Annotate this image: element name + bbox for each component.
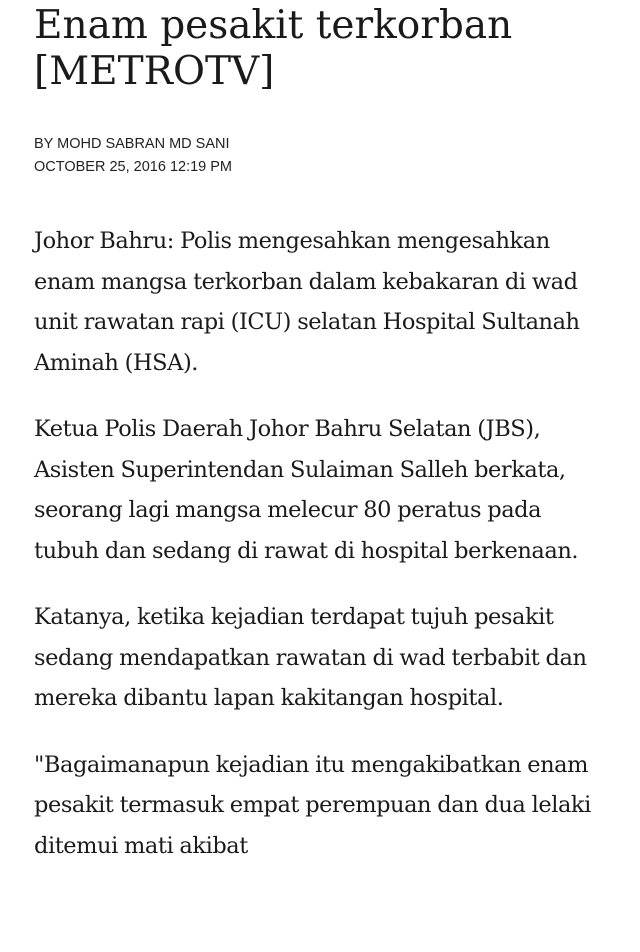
article-meta bbox=[34, 133, 606, 179]
article-body bbox=[34, 221, 606, 866]
article-title bbox=[34, 0, 606, 95]
paragraph-1: Johor Bahru: Polis mengesahkan mengesahkan enam mangsa terkorban dalam kebakaran di wad unit rawatan rapi (ICU) selatan Hospital Sultanah Aminah (HSA). bbox=[34, 228, 580, 376]
paragraph-4: "Bagaimanapun kejadian itu mengakibatkan enam pesakit termasuk empat perempuan dan dua lelaki ditemui mati akibat bbox=[34, 751, 591, 859]
publish-date: OCTOBER 25, 2016 12:19 PM bbox=[34, 159, 233, 175]
byline: BY MOHD SABRAN MD SANI bbox=[34, 136, 230, 152]
paragraph-2: Ketua Polis Daerah Johor Bahru Selatan (JBS), Asisten Superintendan Sulaiman Salleh berkata, seorang lagi mangsa melecur 80 peratus pada tubuh dan sedang di rawat di hospital berkenaan. bbox=[34, 416, 579, 564]
paragraph-3: Katanya, ketika kejadian terdapat tujuh pesakit sedang mendapatkan rawatan di wad terbabit dan mereka dibantu lapan kakitangan hospital. bbox=[34, 604, 587, 711]
article-title-line1: Enam pesakit terkorban bbox=[34, 3, 513, 48]
article-title-line2: [METROTV] bbox=[34, 49, 275, 94]
